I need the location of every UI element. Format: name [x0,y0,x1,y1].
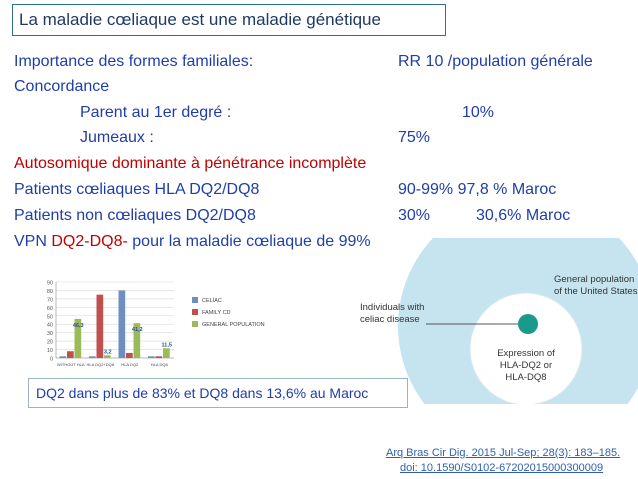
bar [67,351,74,358]
vpn-negative: DQ2-DQ8- [51,233,128,250]
legend-label: GENERAL POPULATION [202,322,265,328]
celiac-disease-dot [518,314,538,334]
y-tick-label: 90 [46,280,53,287]
legend-label: CELÍAC [202,298,222,304]
title-box [12,4,446,36]
familial-forms-value: RR 10 /population générale [398,53,593,70]
concordance-heading: Concordance [14,78,110,95]
general-population-label-1: General population [554,274,635,285]
vpn-line [14,233,371,251]
reference-citation[interactable]: Arq Bras Cir Dig. 2015 Jul-Sep; 28(3): 183–185. [386,447,621,459]
y-tick-label: 70 [46,297,53,304]
general-population-label-2: of the United States [554,286,638,297]
bar [60,356,67,358]
y-tick-label: 80 [46,288,53,295]
bar [148,356,155,358]
bar [89,356,96,358]
y-tick-label: 30 [46,331,53,338]
hla-expression-label-1: Expression of [497,348,555,359]
bar [126,353,133,358]
celiac-hla-label: Patients cœliaques HLA DQ2/DQ8 [14,181,260,198]
callout-label-2: celiac disease [360,314,420,325]
hla-expression-label-3: HLA-DQ8 [505,372,547,383]
bar [156,356,163,358]
familial-forms-label: Importance des formes familiales: [14,53,254,70]
legend-swatch [192,309,198,315]
y-tick-label: 0 [49,356,53,363]
vpn-suffix: pour la maladie cœliaque de 99% [132,233,371,250]
x-tick-label: WITHOUT HLA [57,362,85,367]
bar [104,355,111,358]
x-tick-label: HLA DQ2+DQ8 [86,362,114,367]
y-tick-label: 60 [46,305,53,312]
slide-title: La maladie cœliaque est une maladie génétique [19,10,381,29]
vpn-prefix: VPN [14,233,47,250]
y-tick-label: 20 [46,339,53,346]
y-tick-label: 10 [46,348,53,355]
caption-text: DQ2 dans plus de 83% et DQ8 dans 13,6% au Maroc [36,385,369,401]
hla-bar-chart [34,280,306,370]
legend-swatch [192,297,198,303]
bar [163,348,170,358]
caption-box [28,378,408,408]
y-tick-label: 50 [46,314,53,321]
twins-label: Jumeaux : [80,129,154,146]
callout-label-1: Individuals with [360,302,425,313]
data-label: 3,2 [103,349,112,356]
y-tick-label: 40 [46,322,53,329]
data-label: 11,5 [161,342,172,349]
bar [119,290,126,358]
data-label: 46,3 [72,322,84,329]
non-celiac-label: Patients non cœliaques DQ2/DQ8 [14,207,256,224]
non-celiac-maroc-value: 30,6% Maroc [476,207,571,224]
hla-bar-chart-svg [34,280,306,370]
parent-label: Parent au 1er degré : [80,104,232,121]
legend-label: FAMILY CD [202,310,231,316]
parent-value: 10% [462,104,495,121]
bar [97,295,104,358]
x-tick-label: HLA DQ2 [121,362,139,367]
hla-expression-label-2: HLA-DQ2 or [499,360,553,371]
autosomal-line: Autosomique dominante à pénétrance incomplète [14,155,367,172]
x-tick-label: HLA DQ8 [150,362,168,367]
legend-swatch [192,321,198,327]
twins-value: 75% [398,129,431,146]
data-label: 41,2 [131,327,143,334]
non-celiac-value: 30% [398,207,431,224]
reference-doi[interactable]: doi: 10.1590/S0102-67202015000300009 [400,462,604,474]
celiac-hla-value: 90-99% 97,8 % Maroc [398,181,557,198]
